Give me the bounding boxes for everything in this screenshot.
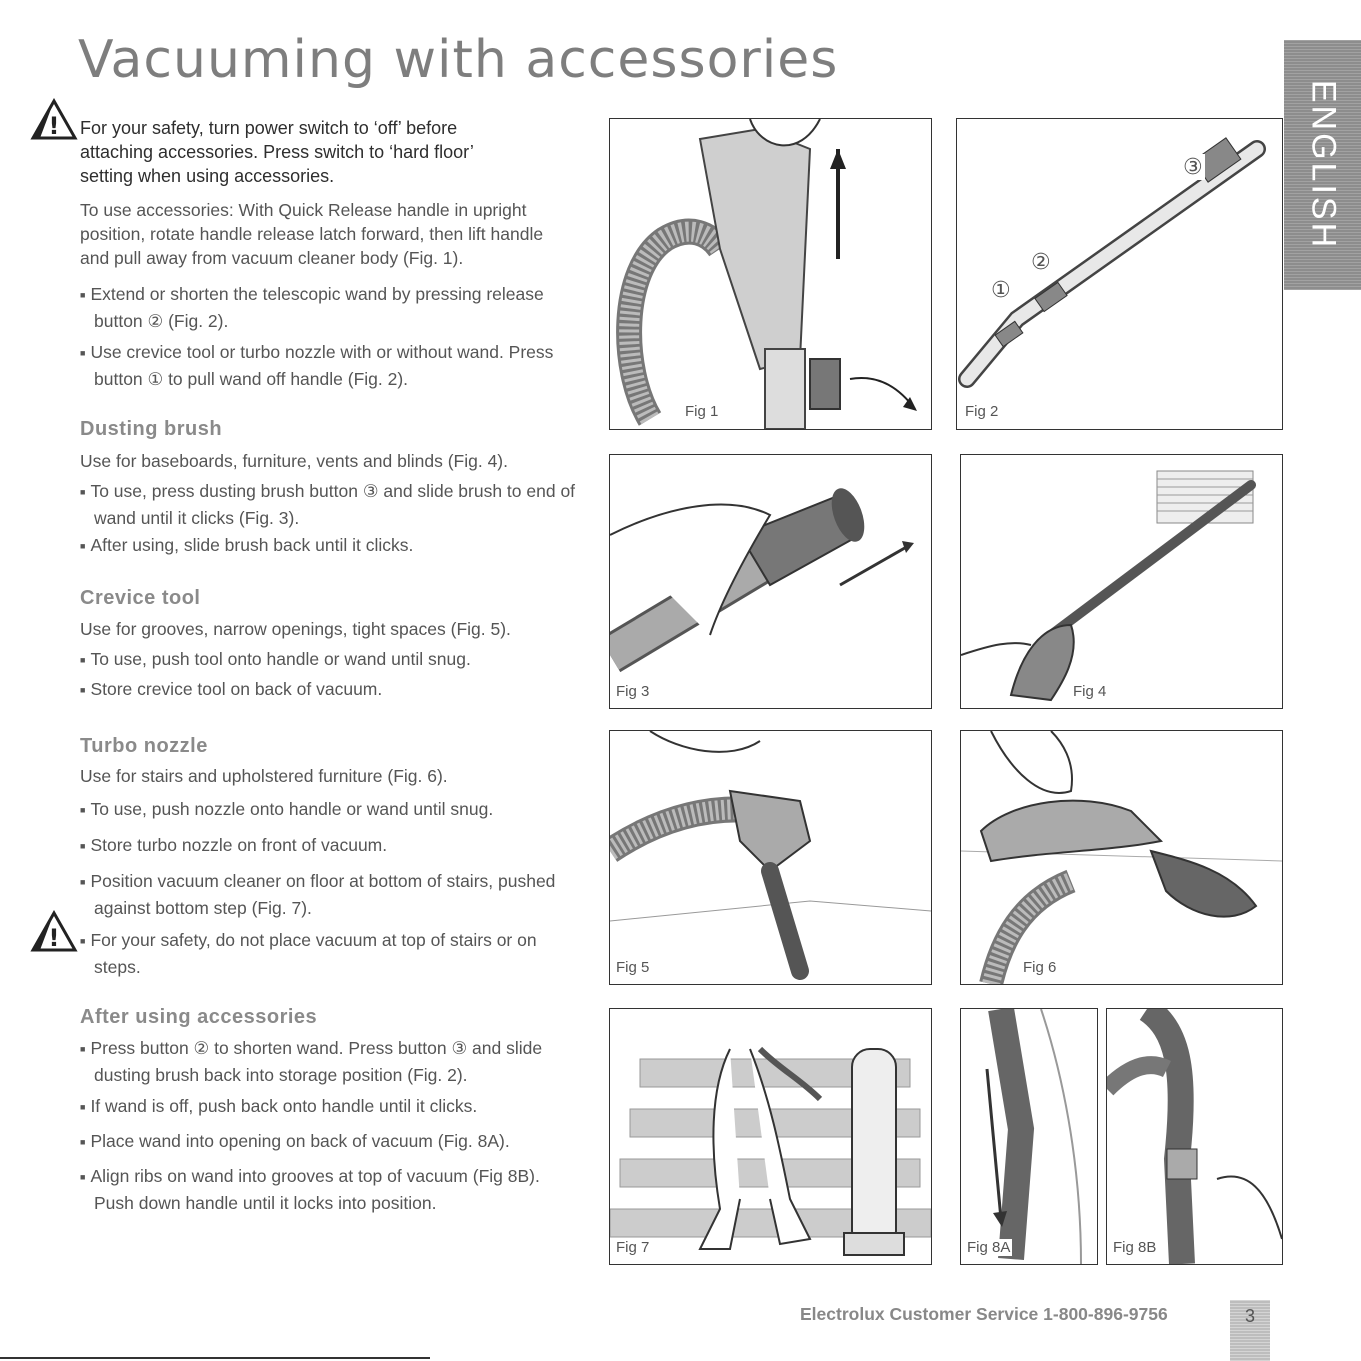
warning-triangle-icon xyxy=(30,910,78,954)
list-item: ■ To use, push nozzle onto handle or wand until snug. xyxy=(80,797,584,824)
callout-2: ② xyxy=(1031,249,1051,274)
callout-1: ① xyxy=(991,277,1011,302)
page-number: 3 xyxy=(1230,1300,1270,1361)
figure-3-label: Fig 3 xyxy=(616,683,650,700)
safety-warning-text: For your safety, turn power switch to ‘off’ before attaching accessories. Press switch to ‘hard floor’ setting when using accessories. xyxy=(80,118,474,186)
dusting-brush-description: Use for baseboards, furniture, vents and blinds (Fig. 4). xyxy=(80,451,508,471)
list-item: ■ To use, press dusting brush button ③ and slide brush to end of wand until it clicks (Fig. 3). xyxy=(80,479,584,530)
divider xyxy=(0,1357,430,1359)
figure-7-label: Fig 7 xyxy=(616,1239,650,1256)
figure-3 xyxy=(609,454,932,709)
list-item: ■ To use, push tool onto handle or wand until snug. xyxy=(80,647,584,674)
customer-service-footer: Electrolux Customer Service 1-800-896-9756 xyxy=(800,1304,1168,1324)
figure-7 xyxy=(609,1008,932,1265)
warning-triangle-icon xyxy=(30,98,78,142)
figure-8a-label: Fig 8A xyxy=(967,1239,1011,1256)
figure-6-illustration xyxy=(961,731,1282,984)
list-item: ■ Align ribs on wand into grooves at top of vacuum (Fig 8B). Push down handle until it locks into position. xyxy=(80,1164,584,1215)
section-heading-crevice-tool: Crevice tool xyxy=(80,587,201,609)
svg-text:!: ! xyxy=(48,924,60,952)
svg-text:!: ! xyxy=(48,112,60,140)
figure-5-label: Fig 5 xyxy=(616,959,650,976)
list-item: ■ Position vacuum cleaner on floor at bottom of stairs, pushed against bottom step (Fig. 7). xyxy=(80,869,584,920)
intro-instructions: To use accessories: With Quick Release handle in upright position, rotate handle release latch forward, then lift handle and pull away from vacuum cleaner body (Fig. 1). xyxy=(80,200,544,268)
figure-6 xyxy=(960,730,1283,985)
section-heading-dusting-brush: Dusting brush xyxy=(80,418,223,440)
list-item: ■ Use crevice tool or turbo nozzle with or without wand. Press button ① to pull wand off handle (Fig. 2). xyxy=(80,340,584,391)
list-item: ■ Extend or shorten the telescopic wand by pressing release button ② (Fig. 2). xyxy=(80,282,584,333)
turbo-nozzle-description: Use for stairs and upholstered furniture (Fig. 6). xyxy=(80,766,448,786)
figure-2-label: Fig 2 xyxy=(965,403,999,420)
figure-4-illustration xyxy=(961,455,1282,708)
page-title: Vacuuming with accessories xyxy=(78,30,839,90)
figure-4-label: Fig 4 xyxy=(1073,683,1107,700)
list-item: ■ After using, slide brush back until it clicks. xyxy=(80,533,584,560)
figure-4 xyxy=(960,454,1283,709)
figure-8b-illustration xyxy=(1107,1009,1282,1264)
figure-8a-illustration xyxy=(961,1009,1097,1264)
figure-7-illustration xyxy=(610,1009,931,1264)
figure-2 xyxy=(956,118,1283,430)
list-item: ■ For your safety, do not place vacuum at top of stairs or on steps. xyxy=(80,928,584,979)
list-item: ■ Press button ② to shorten wand. Press button ③ and slide dusting brush back into storage position (Fig. 2). xyxy=(80,1036,584,1087)
figure-5-illustration xyxy=(610,731,931,984)
section-heading-turbo-nozzle: Turbo nozzle xyxy=(80,735,208,757)
figure-8a xyxy=(960,1008,1098,1265)
figure-6-label: Fig 6 xyxy=(1023,959,1057,976)
list-item: ■ Store crevice tool on back of vacuum. xyxy=(80,677,584,704)
figure-2-illustration xyxy=(957,119,1282,429)
language-tab xyxy=(1284,40,1361,290)
figure-8b xyxy=(1106,1008,1283,1265)
list-item: ■ If wand is off, push back onto handle until it clicks. xyxy=(80,1094,584,1121)
figure-8b-label: Fig 8B xyxy=(1113,1239,1157,1256)
callout-3: ③ xyxy=(1183,154,1203,179)
list-item: ■ Store turbo nozzle on front of vacuum. xyxy=(80,833,584,860)
figure-1-illustration xyxy=(610,119,931,429)
section-heading-after-using: After using accessories xyxy=(80,1006,318,1028)
figure-3-illustration xyxy=(610,455,931,708)
list-item: ■ Place wand into opening on back of vacuum (Fig. 8A). xyxy=(80,1129,584,1156)
language-tab-label: ENGLISH xyxy=(1304,79,1342,251)
figure-1-label: Fig 1 xyxy=(685,403,719,420)
figure-5 xyxy=(609,730,932,985)
figure-1 xyxy=(609,118,932,430)
crevice-tool-description: Use for grooves, narrow openings, tight spaces (Fig. 5). xyxy=(80,619,511,639)
